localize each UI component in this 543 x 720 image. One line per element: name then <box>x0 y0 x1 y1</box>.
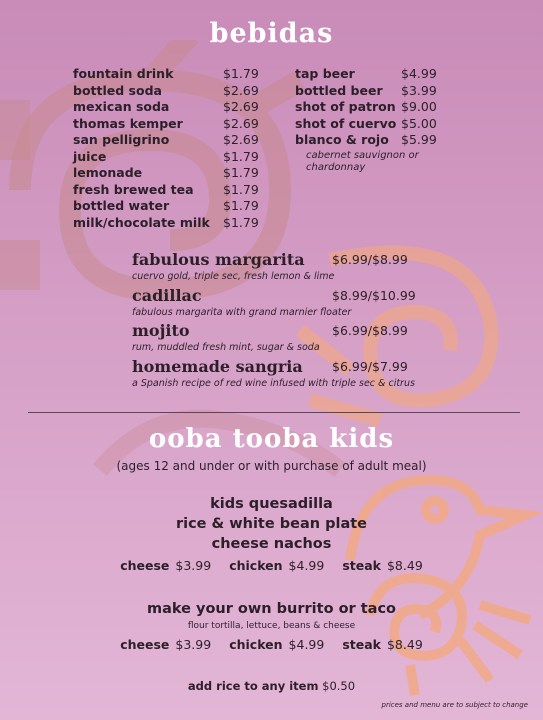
drink-row <box>73 83 273 100</box>
drink-name: mexican soda <box>73 99 170 114</box>
kids-heading: ooba tooba kids <box>148 424 395 454</box>
drink-row <box>295 132 475 149</box>
price-chicken: $4.99 <box>288 637 325 652</box>
add-rice-label: add rice to any item <box>187 679 319 693</box>
price-label-chicken: chicken <box>229 637 283 652</box>
disclaimer-note: prices and menu are to subject to change <box>381 701 528 709</box>
price-chicken: $4.99 <box>288 558 325 573</box>
kids-menu-item: cheese nachos <box>211 536 332 552</box>
drink-row <box>73 149 273 166</box>
drink-price: $9.00 <box>401 99 437 114</box>
price-label-cheese: cheese <box>120 558 170 573</box>
drink-row <box>295 83 475 100</box>
drink-name: bottled beer <box>295 82 383 98</box>
drink-price: $5.00 <box>401 115 437 131</box>
drink-name: blanco & rojo <box>295 132 389 147</box>
add-rice-line <box>0 679 543 693</box>
drink-price: $2.69 <box>223 132 259 147</box>
drink-name: shot of cuervo <box>295 115 397 131</box>
drink-row <box>73 116 273 133</box>
specialty-drink-name: cadillac <box>132 286 202 305</box>
kids-menu-item: kids quesadilla <box>210 496 333 512</box>
drink-row <box>295 99 475 116</box>
drink-price: $2.69 <box>223 99 259 114</box>
kids-subtitle: (ages 12 and under or with purchase of adult meal) <box>116 459 427 473</box>
drink-price: $1.79 <box>223 198 259 213</box>
drink-name: fresh brewed tea <box>73 181 194 197</box>
drink-name: shot of patron <box>295 99 396 114</box>
price-steak: $8.49 <box>386 637 423 652</box>
drink-row <box>73 165 273 182</box>
wine-note-line: chardonnay <box>306 162 366 173</box>
specialty-drink-desc: a Spanish recipe of red wine infused with triple sec & citrus <box>132 378 415 389</box>
specialty-drink-name: fabulous margarita <box>132 250 305 269</box>
wine-note <box>306 150 456 174</box>
drink-name: juice <box>73 148 107 164</box>
specialty-drink-desc: rum, muddled fresh mint, sugar & soda <box>132 342 320 353</box>
price-cheese: $3.99 <box>175 637 212 652</box>
price-label-chicken: chicken <box>229 558 283 573</box>
drink-price: $1.79 <box>223 148 259 164</box>
burrito-price-line <box>0 637 543 652</box>
drink-price: $1.79 <box>223 214 259 230</box>
drink-row <box>295 66 475 83</box>
drink-name: thomas kemper <box>73 115 183 131</box>
drink-price: $5.99 <box>401 132 437 147</box>
specialty-drink-name: homemade sangria <box>132 357 303 376</box>
price-label-cheese: cheese <box>120 637 170 652</box>
specialty-drink-desc: cuervo gold, triple sec, fresh lemon & lime <box>132 271 335 282</box>
drink-price: $4.99 <box>401 66 437 81</box>
drink-price: $1.79 <box>223 181 259 197</box>
drink-name: milk/chocolate milk <box>73 214 210 230</box>
specialty-drink-price: $6.99/$8.99 <box>332 323 408 338</box>
drink-price: $2.69 <box>223 82 259 98</box>
bebidas-heading: bebidas <box>209 18 334 49</box>
section-divider <box>28 412 520 413</box>
drink-row <box>73 66 273 83</box>
specialty-drink-desc: fabulous margarita with grand marnier floater <box>132 307 352 318</box>
burrito-description: flour tortilla, lettuce, beans & cheese <box>187 621 356 631</box>
drink-price: $1.79 <box>223 165 259 180</box>
drink-row <box>295 116 475 133</box>
price-steak: $8.49 <box>386 558 423 573</box>
price-cheese: $3.99 <box>175 558 212 573</box>
wine-note-line: cabernet sauvignon or <box>306 150 419 161</box>
kids-menu-item: rice & white bean plate <box>175 516 368 532</box>
price-label-steak: steak <box>342 637 381 652</box>
drink-name: lemonade <box>73 165 143 180</box>
kids-price-line <box>0 558 543 573</box>
specialty-drink-price: $6.99/$7.99 <box>332 359 408 374</box>
drink-name: bottled soda <box>73 82 162 98</box>
drink-row <box>73 132 273 149</box>
drink-name: tap beer <box>295 66 355 81</box>
price-label-steak: steak <box>342 558 381 573</box>
add-rice-price: $0.50 <box>322 679 356 693</box>
drink-row <box>73 215 273 232</box>
specialty-drink-price: $6.99/$8.99 <box>332 252 408 267</box>
drink-name: san pelligrino <box>73 132 170 147</box>
drink-price: $2.69 <box>223 115 259 131</box>
drink-row <box>73 198 273 215</box>
drink-price: $1.79 <box>223 66 259 81</box>
specialty-drink-name: mojito <box>132 321 190 340</box>
drink-row <box>73 99 273 116</box>
drinks-list-right <box>295 66 475 149</box>
drink-price: $3.99 <box>401 82 437 98</box>
specialty-drink-price: $8.99/$10.99 <box>332 288 416 303</box>
drink-name: fountain drink <box>73 66 174 81</box>
drinks-list-left <box>73 66 273 231</box>
drink-name: bottled water <box>73 198 170 213</box>
burrito-heading: make your own burrito or taco <box>146 601 397 617</box>
drink-row <box>73 182 273 199</box>
